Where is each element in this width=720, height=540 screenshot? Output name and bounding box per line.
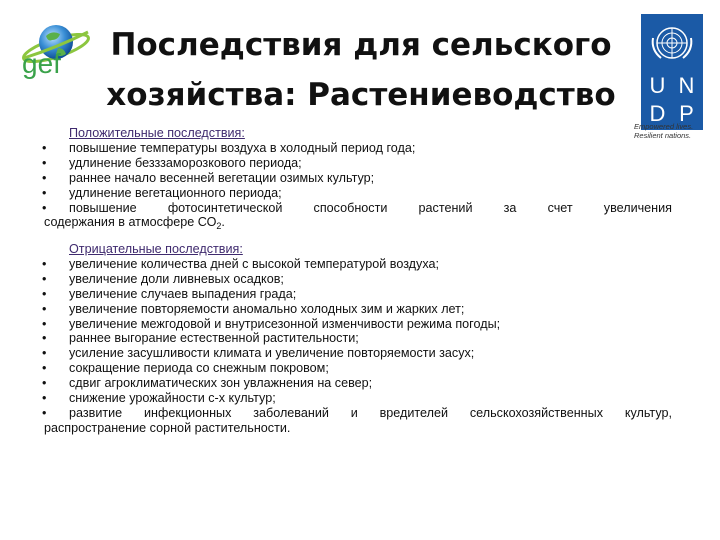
negative-section <box>44 242 672 436</box>
continuation-text: содержания в атмосфере СО <box>44 215 217 230</box>
list-item-text: увеличение количества дней с высокой температурой воздуха; <box>69 256 439 271</box>
bullet: • <box>42 301 47 316</box>
title-line-1: Последствия для сельского <box>110 27 612 63</box>
page-title <box>96 20 626 120</box>
undp-letter: N <box>678 73 695 98</box>
undp-letters <box>645 74 699 126</box>
bullet: • <box>42 391 47 406</box>
list-item <box>44 141 672 156</box>
undp-letter: U <box>649 73 666 98</box>
bullet: • <box>42 140 47 155</box>
bullet: • <box>42 331 47 346</box>
list-item-continuation: распространение сорной растительности. <box>44 420 291 435</box>
list-item <box>44 317 672 332</box>
list-item <box>44 406 672 421</box>
list-item <box>44 257 672 272</box>
bullet: • <box>42 170 47 185</box>
list-item <box>44 201 672 216</box>
list-item <box>44 156 672 171</box>
bullet: • <box>42 256 47 271</box>
list-item-text: увеличение повторяемости аномально холодных зим и жарких лет; <box>69 301 465 316</box>
list-item-text: сдвиг агроклиматических зон увлажнения на север; <box>69 376 373 391</box>
gef-wordmark: gef <box>22 48 61 79</box>
list-item-text: усиление засушливости климата и увеличение повторяемости засух; <box>69 346 475 361</box>
undp-letter: D <box>649 101 666 126</box>
list-item <box>44 391 672 406</box>
bullet: • <box>42 271 47 286</box>
negative-heading: Отрицательные последствия: <box>69 242 243 256</box>
continuation-punct: . <box>221 215 225 230</box>
title-line-2: хозяйства: Растениеводство <box>106 77 616 113</box>
list-item-text: повышение температуры воздуха в холодный период года; <box>69 140 416 155</box>
list-item <box>44 331 672 346</box>
tagline-line-2: Resilient nations. <box>634 131 692 140</box>
list-item <box>44 287 672 302</box>
list-item-text: увеличение случаев выпадения града; <box>69 286 297 301</box>
list-item-text: удлинение безззаморозкового периода; <box>69 155 302 170</box>
bullet: • <box>42 405 47 420</box>
bullet: • <box>42 316 47 331</box>
bullet: • <box>42 346 47 361</box>
bullet: • <box>42 286 47 301</box>
list-item-text: раннее начало весенней вегетации озимых культур; <box>69 170 375 185</box>
list-item-text: развитие инфекционных заболеваний и вредителей сельскохозяйственных культур, <box>69 405 672 420</box>
bullet: • <box>42 185 47 200</box>
list-item <box>44 361 672 376</box>
list-item-text: удлинение вегетационного периода; <box>69 185 282 200</box>
list-item <box>44 186 672 201</box>
list-item-continuation <box>44 215 672 234</box>
un-emblem-icon <box>641 14 703 72</box>
list-item <box>44 346 672 361</box>
positive-heading: Положительные последствия: <box>69 126 245 140</box>
list-item <box>44 376 672 391</box>
subscript: 2 <box>216 221 222 232</box>
bullet: • <box>42 155 47 170</box>
undp-logo <box>641 14 703 130</box>
bullet: • <box>42 361 47 376</box>
list-item-text: снижение урожайности с-х культур; <box>69 391 276 406</box>
list-item-text: увеличение межгодовой и внутрисезонной изменчивости режима погоды; <box>69 316 501 331</box>
list-item-text: повышение фотосинтетической способности растений за счет увеличения <box>69 200 672 215</box>
list-item-text: раннее выгорание естественной растительности; <box>69 331 359 346</box>
list-item-text: увеличение доли ливневых осадков; <box>69 271 284 286</box>
tagline-line-1: Empowered lives. <box>634 122 694 131</box>
undp-letter: P <box>679 101 694 126</box>
bullet: • <box>42 200 47 215</box>
list-item-text: сокращение периода со снежным покровом; <box>69 361 329 376</box>
list-item <box>44 272 672 287</box>
positive-section <box>44 126 672 234</box>
bullet: • <box>42 376 47 391</box>
list-item <box>44 302 672 317</box>
list-item <box>44 171 672 186</box>
